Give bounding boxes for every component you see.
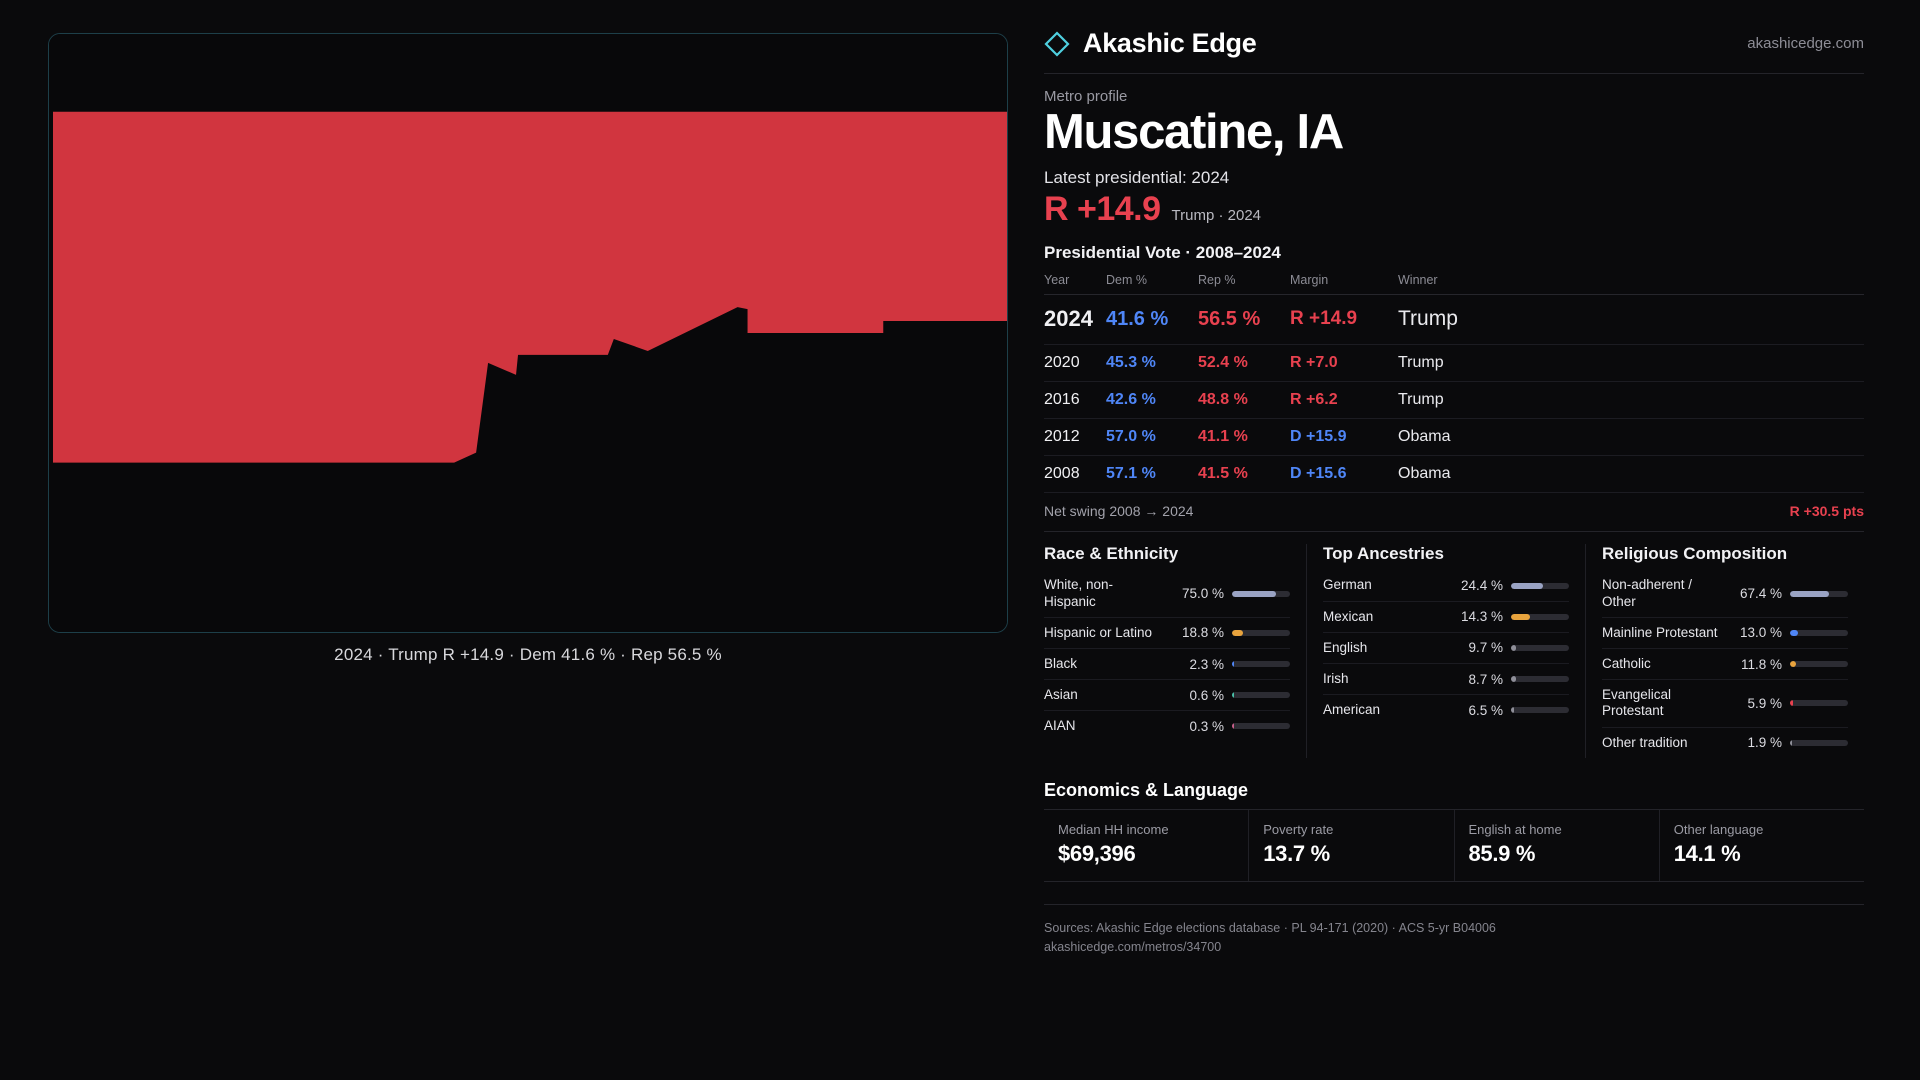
religion-title: Religious Composition: [1602, 544, 1788, 564]
religion-label: Mainline Protestant: [1602, 624, 1718, 640]
stat-poverty-rate: [1248, 810, 1453, 881]
cell-dem: 42.6 %: [1106, 382, 1198, 419]
ancestry-bar: [1511, 614, 1569, 620]
economics-row: [1044, 809, 1864, 882]
list-item: [1602, 680, 1848, 727]
cell-winner: Trump: [1398, 345, 1864, 382]
headline-margin: [1044, 190, 1864, 229]
table-row: [1044, 419, 1864, 456]
cell-margin: R +6.2: [1290, 391, 1338, 409]
col-year: Year: [1044, 269, 1106, 295]
table-row: [1044, 345, 1864, 382]
list-item: [1044, 618, 1290, 649]
ancestries-title: Top Ancestries: [1323, 544, 1444, 564]
race-value: 18.8 %: [1181, 625, 1224, 641]
headline-margin-sub: Trump · 2024: [1171, 207, 1262, 225]
economics-title: Economics & Language: [1044, 779, 1249, 800]
religion-value: 11.8 %: [1740, 656, 1782, 672]
ancestry-value: 9.7 %: [1468, 640, 1503, 656]
race-label: AIAN: [1044, 718, 1076, 734]
ancestry-label: Mexican: [1323, 608, 1374, 624]
brand-row: [1044, 28, 1864, 74]
headline-margin-value: R +14.9: [1044, 190, 1161, 229]
table-row: [1044, 456, 1864, 493]
race-bar: [1232, 723, 1290, 729]
stat-value: 14.1 %: [1673, 840, 1741, 866]
ancestry-bar: [1511, 707, 1569, 713]
religion-label: Catholic: [1602, 656, 1651, 671]
religion-column: [1585, 544, 1864, 757]
sources-line-1: Sources: Akashic Edge elections database · PL 94-171 (2020) · ACS 5-yr B04006: [1044, 920, 1496, 935]
cell-year: 2024: [1044, 295, 1106, 345]
religion-bar: [1790, 630, 1848, 636]
cell-rep: 52.4 %: [1198, 345, 1290, 382]
cell-winner: Trump: [1398, 295, 1864, 345]
net-swing-row: [1044, 493, 1864, 532]
race-ethnicity-column: [1044, 544, 1306, 757]
list-item: [1323, 602, 1569, 633]
cell-rep: 41.5 %: [1198, 456, 1290, 493]
religion-bar: [1790, 591, 1848, 597]
metro-map: [48, 33, 1008, 633]
cell-dem: 57.1 %: [1106, 456, 1198, 493]
religion-value: 1.9 %: [1747, 735, 1782, 751]
cell-margin: D +15.9: [1290, 428, 1347, 446]
ancestry-value: 14.3 %: [1460, 609, 1503, 625]
table-header-row: [1044, 269, 1864, 295]
net-swing-value: R +30.5 pts: [1789, 503, 1864, 520]
race-value: 2.3 %: [1189, 656, 1224, 672]
brand-url: akashicedge.com: [1747, 35, 1864, 52]
cell-year: 2020: [1044, 345, 1106, 382]
map-shape: [49, 34, 1007, 632]
religion-label: Other tradition: [1602, 734, 1688, 750]
diamond-icon: [1044, 31, 1070, 57]
cell-winner: Obama: [1398, 456, 1864, 493]
cell-year: 2008: [1044, 456, 1106, 493]
religion-label: Evangelical Protestant: [1602, 687, 1672, 719]
list-item: [1044, 570, 1290, 617]
list-item: [1044, 680, 1290, 711]
race-bar: [1232, 692, 1290, 698]
col-dem: Dem %: [1106, 269, 1198, 295]
religion-bar: [1790, 740, 1848, 746]
brand: [1044, 28, 1256, 59]
race-bar: [1232, 661, 1290, 667]
race-bar: [1232, 630, 1290, 636]
list-item: [1044, 711, 1290, 741]
list-item: [1044, 649, 1290, 680]
race-value: 0.3 %: [1189, 718, 1224, 734]
religion-value: 13.0 %: [1739, 625, 1782, 641]
latest-presidential-label: Latest presidential: 2024: [1044, 168, 1230, 188]
ancestry-value: 8.7 %: [1468, 671, 1503, 687]
race-value: 75.0 %: [1181, 586, 1224, 602]
cell-margin: R +7.0: [1290, 354, 1338, 372]
cell-margin: R +14.9: [1290, 308, 1358, 330]
race-title: Race & Ethnicity: [1044, 544, 1179, 564]
stat-label: English at home: [1468, 821, 1562, 837]
stat-value: $69,396: [1058, 840, 1136, 866]
religion-label: Non-adherent / Other: [1602, 577, 1693, 609]
list-item: [1602, 649, 1848, 680]
ancestries-column: [1306, 544, 1585, 757]
demographics-columns: [1044, 544, 1864, 757]
ancestry-label: English: [1323, 639, 1368, 655]
ancestry-bar: [1511, 583, 1569, 589]
stat-other-language: [1659, 810, 1864, 881]
race-bar: [1232, 591, 1290, 597]
list-item: [1323, 664, 1569, 695]
list-item: [1602, 618, 1848, 649]
ancestry-value: 6.5 %: [1468, 702, 1503, 718]
presidential-vote-table: [1044, 269, 1864, 493]
religion-value: 67.4 %: [1739, 586, 1782, 602]
stat-label: Median HH income: [1058, 821, 1169, 837]
race-value: 0.6 %: [1189, 687, 1224, 703]
race-label: Black: [1044, 656, 1078, 671]
cell-dem: 57.0 %: [1106, 419, 1198, 456]
list-item: [1323, 570, 1569, 601]
stat-label: Other language: [1673, 821, 1764, 837]
list-item: [1323, 695, 1569, 725]
cell-year: 2016: [1044, 382, 1106, 419]
col-margin: Margin: [1290, 269, 1398, 295]
ancestry-label: American: [1323, 702, 1381, 718]
ancestry-label: Irish: [1323, 671, 1349, 686]
sources: [1044, 904, 1864, 957]
net-swing-label: Net swing 2008 → 2024: [1044, 503, 1194, 520]
list-item: [1323, 633, 1569, 664]
religion-value: 5.9 %: [1747, 695, 1782, 711]
ancestry-bar: [1511, 676, 1569, 682]
sources-line-2: akashicedge.com/metros/34700: [1044, 939, 1222, 954]
eyebrow-label: Metro profile: [1044, 88, 1128, 105]
col-rep: Rep %: [1198, 269, 1290, 295]
stat-english-at-home: [1454, 810, 1659, 881]
list-item: [1602, 570, 1848, 617]
stat-median-hh-income: [1044, 810, 1248, 881]
stat-value: 13.7 %: [1263, 840, 1330, 866]
cell-dem: 41.6 %: [1106, 295, 1198, 345]
table-row: [1044, 382, 1864, 419]
race-label: White, non-Hispanic: [1044, 577, 1114, 609]
col-winner: Winner: [1398, 269, 1864, 295]
cell-dem: 45.3 %: [1106, 345, 1198, 382]
religion-bar: [1790, 661, 1848, 667]
stat-label: Poverty rate: [1263, 821, 1334, 837]
stat-value: 85.9 %: [1468, 840, 1536, 866]
ancestry-value: 24.4 %: [1460, 578, 1503, 594]
cell-year: 2012: [1044, 419, 1106, 456]
ancestry-label: German: [1323, 577, 1372, 593]
cell-winner: Trump: [1398, 382, 1864, 419]
page-title: Muscatine, IA: [1044, 105, 1343, 159]
table-row: [1044, 295, 1864, 345]
religion-bar: [1790, 700, 1848, 706]
map-caption: 2024 · Trump R +14.9 · Dem 41.6 % · Rep 56.5 %: [334, 645, 722, 664]
cell-rep: 56.5 %: [1198, 295, 1290, 345]
race-label: Asian: [1044, 687, 1078, 703]
list-item: [1602, 728, 1848, 758]
cell-rep: 41.1 %: [1198, 419, 1290, 456]
profile-panel: [1044, 0, 1920, 1080]
ancestry-bar: [1511, 645, 1569, 651]
brand-name: Akashic Edge: [1083, 28, 1257, 58]
votes-section-title: Presidential Vote · 2008–2024: [1044, 243, 1281, 263]
cell-winner: Obama: [1398, 419, 1864, 456]
race-label: Hispanic or Latino: [1044, 624, 1153, 640]
cell-rep: 48.8 %: [1198, 382, 1290, 419]
cell-margin: D +15.6: [1290, 465, 1347, 483]
